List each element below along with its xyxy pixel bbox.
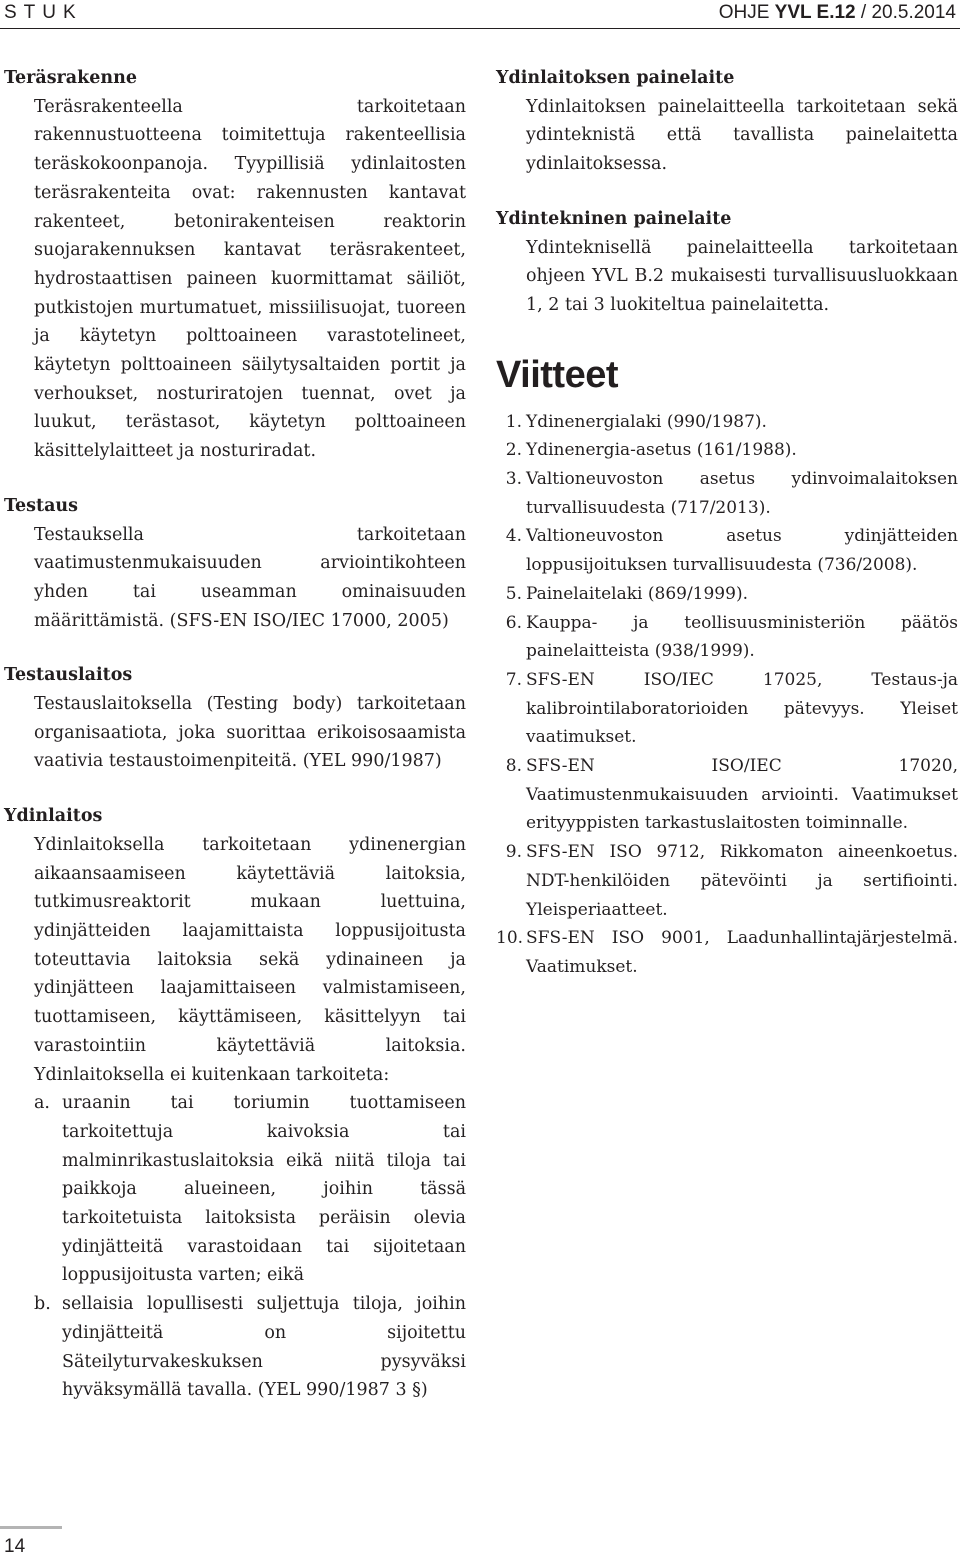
reference-text: Valtioneuvoston asetus ydinvoimalaitoksen turvallisuudesta (717/2013). (526, 469, 958, 518)
references-heading: Viitteet (496, 353, 619, 396)
references-list (496, 408, 958, 982)
section-heading: Testaus (4, 495, 78, 516)
reference-item (496, 666, 958, 752)
reference-number: 3. (505, 469, 522, 490)
reference-text: SFS-EN ISO/IEC 17020, Vaatimustenmukaisuuden arviointi. Vaatimukset erityyppisten tarkastuslaitosten toiminnalle. (526, 756, 958, 834)
exclusion-list (4, 1089, 466, 1405)
reference-number: 1. (505, 411, 522, 432)
page-number: 14 (4, 1536, 26, 1557)
guide-id (719, 0, 956, 26)
guide-date: / 20.5.2014 (855, 2, 956, 23)
org-name: STUK (4, 2, 83, 23)
definition-testaus (4, 492, 466, 636)
section-heading: Ydinlaitoksen painelaite (496, 68, 735, 88)
reference-item (496, 924, 958, 981)
reference-text: Ydinenergialaki (990/1987). (526, 411, 767, 432)
reference-number: 2. (505, 440, 522, 461)
reference-item (496, 752, 958, 838)
page-header (0, 0, 960, 26)
reference-item (496, 580, 958, 609)
reference-item (496, 436, 958, 465)
section-body: Ydinteknisellä painelaitteella tarkoitetaan ohjeen YVL B.2 mukaisesti turvallisuusluokkaan 1, 2 tai 3 luokiteltua painelaitetta. (526, 237, 958, 315)
reference-text: Valtioneuvoston asetus ydinjätteiden loppusijoituksen turvallisuudesta (736/2008). (526, 526, 958, 576)
section-body: Testauslaitoksella (Testing body) tarkoitetaan organisaatiota, joka suorittaa erikoisosaamista vaativia testaustoimenpiteitä. (YEL 990/1987) (34, 694, 466, 772)
section-heading: Ydintekninen painelaite (496, 208, 732, 229)
definition-terasrakenne (4, 64, 466, 466)
section-body: Ydinlaitoksella tarkoitetaan ydinenergian aikaansaamiseen käytettäviä laitoksia, tutkimusreaktorit mukaan luettuina, ydinjätteiden laajamittaista loppusijoitusta toteuttavia laitoksia sekä ydinaineen ja ydinjätteen laajamittaiseen valmistamiseen, tuottamiseen, käyttämiseen, käsittelyyn tai varastointiin käytettäviä laitoksia. Ydinlaitoksella ei kuitenkaan tarkoiteta: (34, 834, 466, 1085)
definition-testauslaitos (4, 661, 466, 776)
footer-rule (0, 1526, 62, 1529)
reference-item (496, 522, 958, 579)
list-text: uraanin tai toriumin tuottamiseen tarkoitettuja kaivoksia tai malminrikastuslaitoksia eikä niitä tiloja tai paikkoja alueineen, joihin tässä tarkoitetuista laitoksista peräisin olevia ydinjätteitä varastoidaan tai sijoitetaan loppusijoitusta varten; eikä (62, 1093, 466, 1286)
right-column (496, 64, 958, 982)
list-item (4, 1290, 466, 1405)
section-body: Ydinlaitoksen painelaitteella tarkoitetaan sekä ydinteknistä että tavallista painelaitetta ydinlaitoksessa. (526, 96, 958, 175)
reference-text: SFS-EN ISO 9712, Rikkomaton aineenkoetus. NDT-henkilöiden pätevöinti ja sertifiointi. Yleisperiaatteet. (526, 842, 958, 920)
reference-number: 10. (496, 928, 524, 949)
reference-number: 9. (505, 842, 522, 863)
reference-text: SFS-EN ISO/IEC 17025, Testaus-ja kalibrointilaboratorioiden pätevyys. Yleiset vaatimukset. (526, 669, 958, 748)
reference-text: Ydinenergia-asetus (161/1988). (526, 440, 797, 461)
reference-item (496, 838, 958, 924)
reference-number: 4. (505, 526, 522, 547)
left-column (4, 64, 466, 1431)
reference-text: Painelaitelaki (869/1999). (526, 583, 748, 604)
section-heading: Teräsrakenne (4, 68, 137, 88)
list-item (4, 1089, 466, 1290)
reference-number: 8. (505, 756, 522, 777)
list-marker: a. (34, 1093, 50, 1114)
header-rule (0, 28, 960, 29)
guide-code: YVL E.12 (774, 2, 856, 23)
reference-item (496, 609, 958, 666)
definition-ydintekninen-painelaite (496, 205, 958, 320)
section-body: Teräsrakenteella tarkoitetaan rakennustuotteena toimitettuja rakenteellisia teräskokoonpanoja. Tyypillisiä ydinlaitosten teräsrakenteita ovat: rakennusten kantavat rakenteet, betonirakenteisen reaktorin suojarakennuksen kantavat teräsrakenteet, hydrostaattisen paineen kuormittamat säiliöt, putkistojen murtumatuet, missiilisuojat, tuoreen ja käytetyn polttoaineen varastotelineet, käytetyn polttoaineen säilytysaltaiden portit ja verhoukset, nosturiratojen tuennat, ovet ja luukut, terästasot, käytetyn polttoaineen käsittelylaitteet ja nosturiradat. (34, 96, 466, 462)
reference-number: 5. (505, 583, 522, 604)
guide-prefix: OHJE (718, 2, 775, 23)
section-body: Testauksella tarkoitetaan vaatimustenmukaisuuden arviointikohteen yhden tai useamman ominaisuuden määrittämistä. (SFS-EN ISO/IEC 17000, 2005) (34, 524, 466, 631)
reference-item (496, 408, 958, 437)
reference-item (496, 465, 958, 522)
definition-ydinlaitoksen-painelaite (496, 64, 958, 179)
section-heading: Ydinlaitos (4, 806, 103, 827)
section-heading: Testauslaitos (4, 665, 133, 686)
list-marker: b. (34, 1294, 51, 1315)
reference-number: 7. (505, 669, 522, 690)
reference-number: 6. (505, 612, 522, 633)
list-text: sellaisia lopullisesti suljettuja tiloja, joihin ydinjätteitä on sijoitettu Säteilyturvakeskuksen pysyväksi hyväksymällä tavalla. (YEL 990/1987 3 §) (62, 1294, 466, 1401)
reference-text: Kauppa- ja teollisuusministeriön päätös painelaitteista (938/1999). (526, 612, 958, 662)
definition-ydinlaitos (4, 802, 466, 1405)
reference-text: SFS-EN ISO 9001, Laadunhallintajärjestelmä. Vaatimukset. (526, 928, 958, 977)
